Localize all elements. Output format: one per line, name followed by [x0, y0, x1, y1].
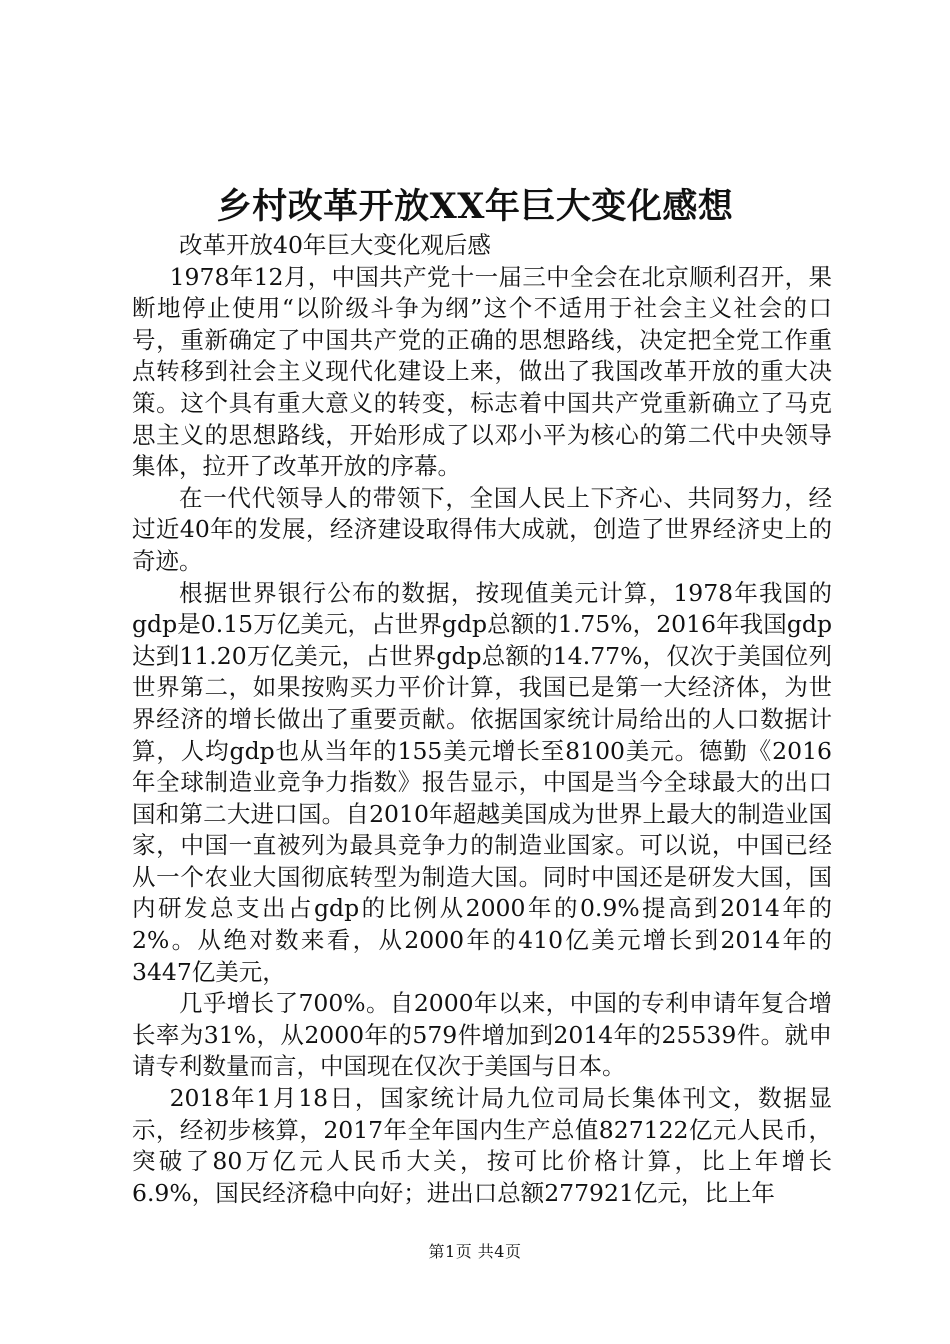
subtitle-paragraph: 改革开放40年巨大变化观后感 [179, 231, 491, 259]
paragraph-patents: 几乎增长了700%。自2000年以来，中国的专利申请年复合增长率为31%，从2000年的579件增加到2014年的25539件。就申请专利数量而言，中国现在仅次于美国与日本。 [132, 989, 832, 1081]
document-body [132, 230, 832, 1209]
paragraph-development: 在一代代领导人的带领下，全国人民上下齐心、共同努力，经过近40年的发展，经济建设取得伟大成就，创造了世界经济史上的奇迹。 [132, 483, 832, 575]
page-footer: 第1页 共4页 [428, 1242, 522, 1261]
paragraph-2017-statistics: 2018年1月18日，国家统计局九位司局长集体刊文，数据显示，经初步核算，2017年全年国内生产总值827122亿元人民币，突破了80万亿元人民币大关，按可比价格计算，比上年增长6.9%，国民经济稳中向好；进出口总额277921亿元，比上年 [132, 1084, 832, 1207]
paragraph-1978-plenum: 1978年12月，中国共产党十一届三中全会在北京顺利召开，果断地停止使用“以阶级斗争为纲”这个不适用于社会主义社会的口号，重新确定了中国共产党的正确的思想路线，决定把全党工作重点转移到社会主义现代化建设上来，做出了我国改革开放的重大决策。这个具有重大意义的转变，标志着中国共产党重新确立了马克思主义的思想路线，开始形成了以邓小平为核心的第二代中央领导集体，拉开了改革开放的序幕。 [132, 262, 832, 481]
page-title: 乡村改革开放XX年巨大变化感想 [216, 186, 734, 227]
paragraph-gdp-data: 根据世界银行公布的数据，按现值美元计算，1978年我国的gdp是0.15万亿美元，占世界gdp总额的1.75%，2016年我国gdp达到11.20万亿美元，占世界gdp总额的14.77%，仅次于美国位列世界第二，如果按购买力平价计算，我国已是第一大经济体，为世界经济的增长做出了重要贡献。依据国家统计局给出的人口数据计算，人均gdp也从当年的155美元增长至8100美元。德勤《2016年全球制造业竞争力指数》报告显示，中国是当今全球最大的出口国和第二大进口国。自2010年超越美国成为世界上最大的制造业国家，中国一直被列为最具竞争力的制造业国家。可以说，中国已经从一个农业大国彻底转型为制造大国。同时中国还是研发大国，国内研发总支出占gdp的比例从2000年的0.9%提高到2014年的2%。从绝对数来看，从2000年的410亿美元增长到2014年的3447亿美元， [132, 578, 832, 986]
